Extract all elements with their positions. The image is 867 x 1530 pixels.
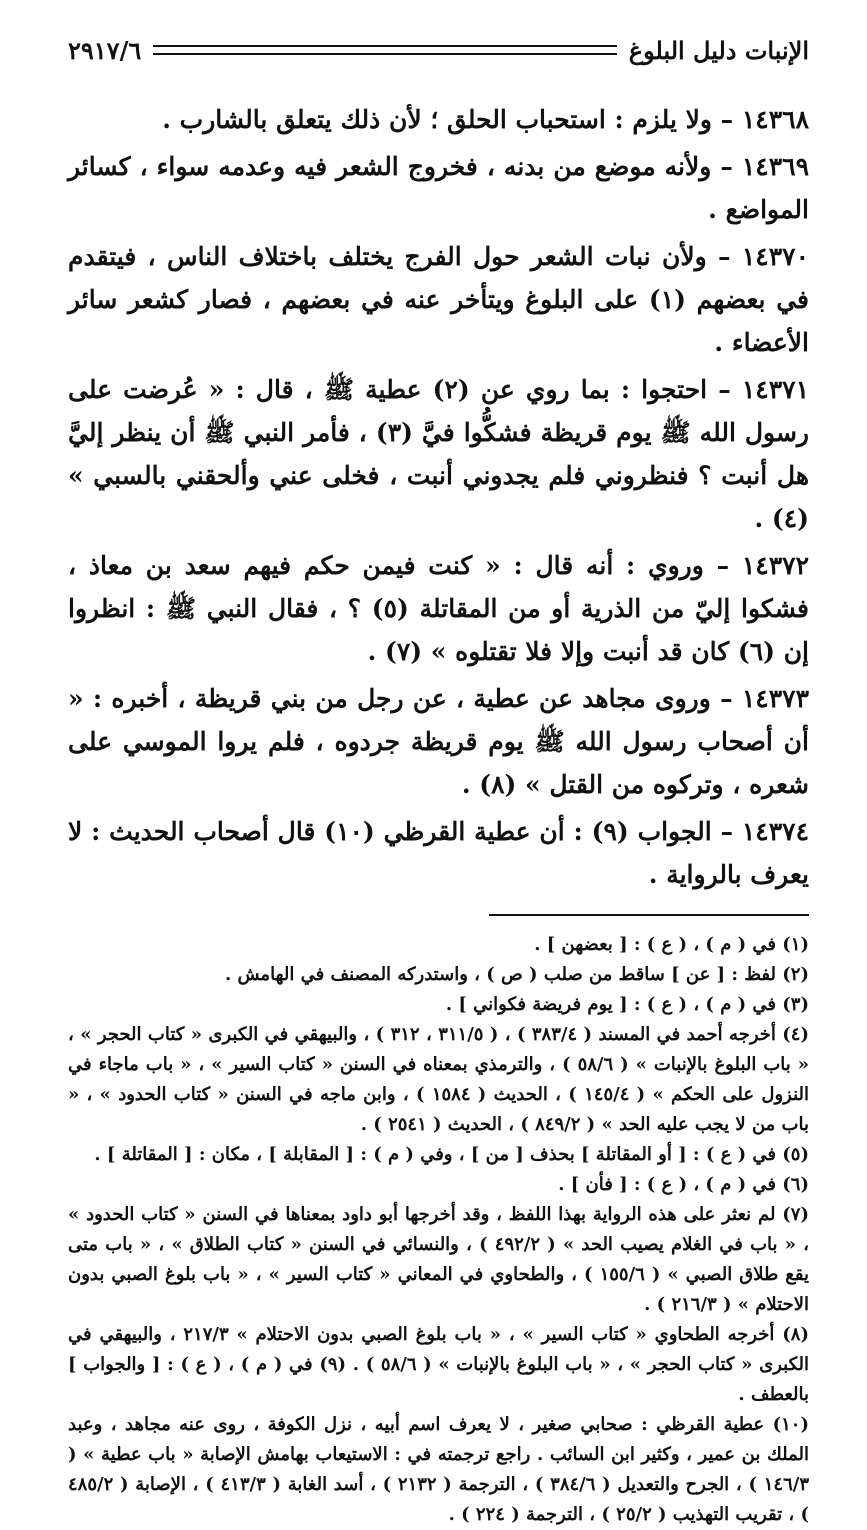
paragraph-14372: ١٤٣٧٢ – وروي : أنه قال : « كنت فيمن حكم فيهم سعد بن معاذ ، فشكوا إليّ من الذرية أو من المقاتلة (٥) ؟ ، فقال النبي ﷺ : انظروا إن (٦) كان قد أنبت وإلا فلا تقتلوه » (٧) .: [68, 551, 809, 666]
main-text: [68, 98, 809, 896]
footnote-5: (٥) في ( ع ) : [ أو المقاتلة ] بحذف [ من ] ، وفي ( م ) : [ المقابلة ] ، مكان : [ المقاتلة ] .: [94, 1144, 809, 1165]
footnote-2: (٢) لفظ : [ عن ] ساقط من صلب ( ص ) ، واستدركه المصنف في الهامش .: [224, 964, 809, 985]
footnote-3: (٣) في ( م ) ، ( ع ) : [ يوم فريضة فكواني ] .: [445, 994, 809, 1015]
paragraph-14371: ١٤٣٧١ – احتجوا : بما روي عن (٢) عطية ﷺ ، قال : « عُرضت على رسول الله ﷺ يوم قريظة فشكُّوا فيَّ (٣) ، فأمر النبي ﷺ أن ينظر إليَّ هل أنبت ؟ فنظروني فلم يجدوني أنبت ، فخلى عني وألحقني بالسبي » (٤) .: [68, 375, 809, 533]
running-header: [68, 30, 809, 70]
paragraph-14368: ١٤٣٦٨ – ولا يلزم : استحباب الحلق ؛ لأن ذلك يتعلق بالشارب .: [162, 105, 809, 134]
running-title: الإنبات دليل البلوغ: [628, 35, 809, 65]
footnote-4: (٤) أخرجه أحمد في المسند ( ٣٨٣/٤ ) ، ( ٣١١/٥ ، ٣١٢ ) ، والبيهقي في الكبرى « كتاب الحجر » ، « باب البلوغ بالإنبات » ( ٥٨/٦ ) ، والترمذي بمعناه في السنن « كتاب السير » ، « باب ماجاء في النزول على الحكم » ( ١٤٥/٤ ) ، الحديث ( ١٥٨٤ ) ، وابن ماجه في السنن « كتاب الحدود » ، « باب من لا يجب عليه الحد » ( ٨٤٩/٢ ) ، الحديث ( ٢٥٤١ ) .: [68, 1024, 809, 1135]
footnotes: [68, 930, 809, 1530]
paragraph-14369: ١٤٣٦٩ – ولأنه موضع من بدنه ، فخروج الشعر فيه وعدمه سواء ، كسائر المواضع .: [68, 152, 809, 224]
paragraph-14370: ١٤٣٧٠ – ولأن نبات الشعر حول الفرج يختلف باختلاف الناس ، فيتقدم في بعضهم (١) على البلوغ ويتأخر عنه في بعضهم ، فصار كشعر سائر الأعضاء .: [68, 242, 809, 357]
footnote-8-9: (٨) أخرجه الطحاوي « كتاب السير » ، « باب بلوغ الصبي بدون الاحتلام » ٢١٧/٣ ، والبيهقي في الكبرى « كتاب الحجر » ، « باب البلوغ بالإنبات » ( ٥٨/٦ ) . (٩) في ( م ) ، ( ع ) : [ والجواب ] بالعطف .: [68, 1324, 810, 1405]
footnote-7: (٧) لم نعثر على هذه الرواية بهذا اللفظ ، وقد أخرجها أبو داود بمعناها في السنن « كتاب الحدود » ، « باب في الغلام يصيب الحد » ( ٤٩٢/٢ ) ، والنسائي في السنن « كتاب الطلاق » ، « باب متى يقع طلاق الصبي » ( ١٥٥/٦ ) ، والطحاوي في المعاني « كتاب السير » ، « باب بلوغ الصبي بدون الاحتلام » ( ٢١٦/٣ ) .: [68, 1204, 809, 1315]
paragraph-14373: ١٤٣٧٣ – وروى مجاهد عن عطية ، عن رجل من بني قريظة ، أخبره : « أن أصحاب رسول الله ﷺ يوم قريظة جردوه ، فلم يروا الموسي على شعره ، وتركوه من القتل » (٨) .: [68, 684, 809, 799]
page-number: ٢٩١٧/٦: [68, 35, 142, 65]
paragraph-14374: ١٤٣٧٤ – الجواب (٩) : أن عطية القرظي (١٠) قال أصحاب الحديث : لا يعرف بالرواية .: [68, 817, 809, 889]
footnote-6: (٦) في ( م ) ، ( ع ) : [ فأن ] .: [558, 1174, 809, 1195]
footnote-1: (١) في ( م ) ، ( ع ) : [ بعضهن ] .: [534, 934, 809, 955]
header-rule: [153, 45, 617, 55]
footnote-separator: [489, 914, 809, 916]
footnote-10: (١٠) عطية القرظي : صحابي صغير ، لا يعرف اسم أبيه ، نزل الكوفة ، روى عنه مجاهد ، وعبد الملك بن عمير ، وكثير ابن السائب . راجع ترجمته في : الاستيعاب بهامش الإصابة « باب عطية » ( ١٤٦/٣ ) ، الجرح والتعديل ( ٣٨٤/٦ ) ، الترجمة ( ٢١٣٢ ) ، أسد الغابة ( ٤١٣/٣ ) ، الإصابة ( ٤٨٥/٢ ) ، تقريب التهذيب ( ٢٥/٢ ) ، الترجمة ( ٢٢٤ ) .: [68, 1414, 809, 1525]
